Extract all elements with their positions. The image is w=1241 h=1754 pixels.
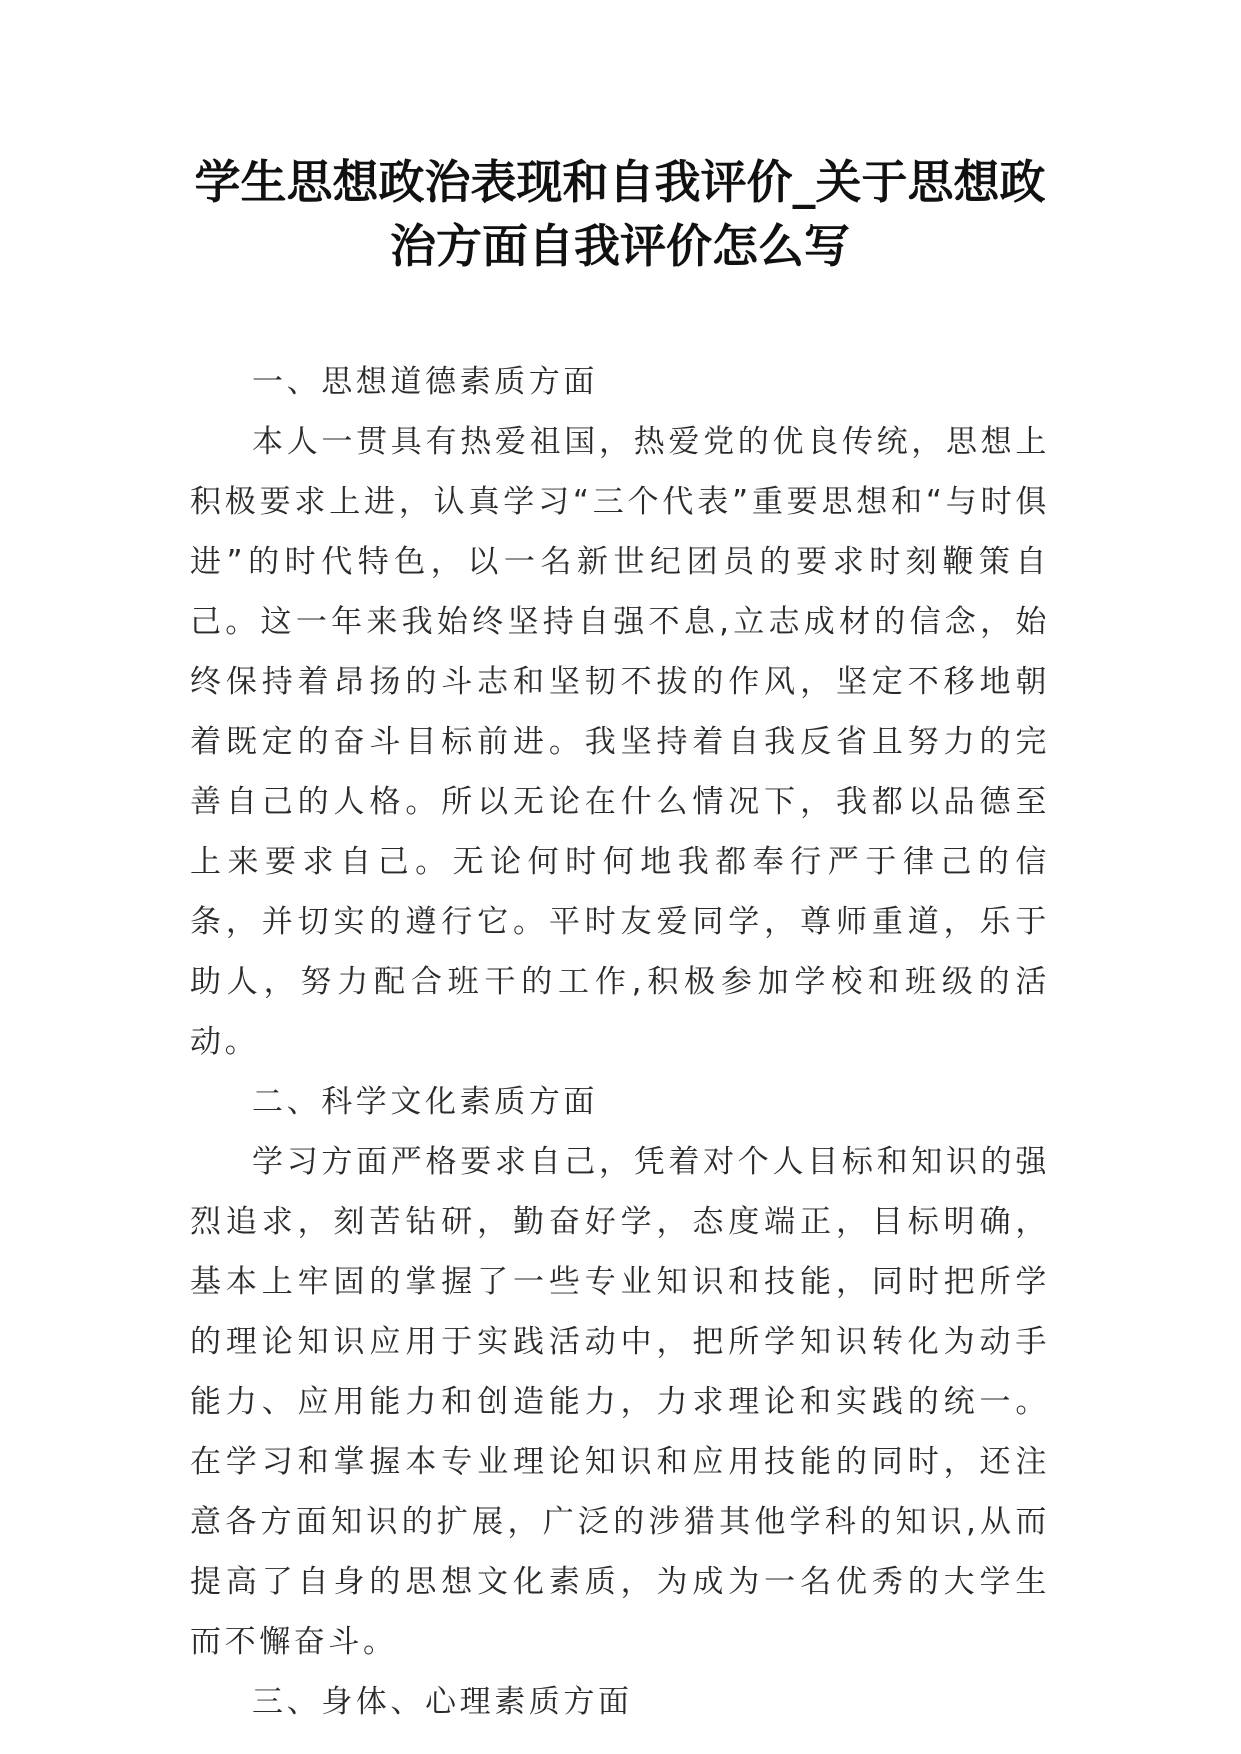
document-body — [190, 352, 1050, 1732]
document-title-line-2: 治方面自我评价怎么写 — [390, 219, 850, 273]
section-paragraph-1: 本人一贯具有热爱祖国，热爱党的优良传统，思想上积极要求上进，认真学习“三个代表”重要思想和“与时俱进”的时代特色，以一名新世纪团员的要求时刻鞭策自己。这一年来我始终坚持自强不息,立志成材的信念，始终保持着昂扬的斗志和坚韧不拔的作风，坚定不移地朝着既定的奋斗目标前进。我坚持着自我反省且努力的完善自己的人格。所以无论在什么情况下，我都以品德至上来要求自己。无论何时何地我都奉行严于律己的信条，并切实的遵行它。平时友爱同学，尊师重道，乐于助人，努力配合班干的工作,积极参加学校和班级的活动。 — [190, 424, 1050, 1060]
section-heading-1: 一、思想道德素质方面 — [252, 364, 598, 400]
section-heading-2: 二、科学文化素质方面 — [252, 1084, 598, 1120]
section-heading-3: 三、身体、心理素质方面 — [252, 1684, 633, 1720]
document-title — [170, 150, 1070, 278]
document-title-line-1: 学生思想政治表现和自我评价_关于思想政 — [194, 155, 1046, 209]
section-paragraph-2: 学习方面严格要求自己，凭着对个人目标和知识的强烈追求，刻苦钻研，勤奋好学，态度端正，目标明确，基本上牢固的掌握了一些专业知识和技能，同时把所学的理论知识应用于实践活动中，把所学知识转化为动手能力、应用能力和创造能力，力求理论和实践的统一。在学习和掌握本专业理论知识和应用技能的同时，还注意各方面知识的扩展，广泛的涉猎其他学科的知识,从而提高了自身的思想文化素质，为成为一名优秀的大学生而不懈奋斗。 — [190, 1144, 1050, 1660]
